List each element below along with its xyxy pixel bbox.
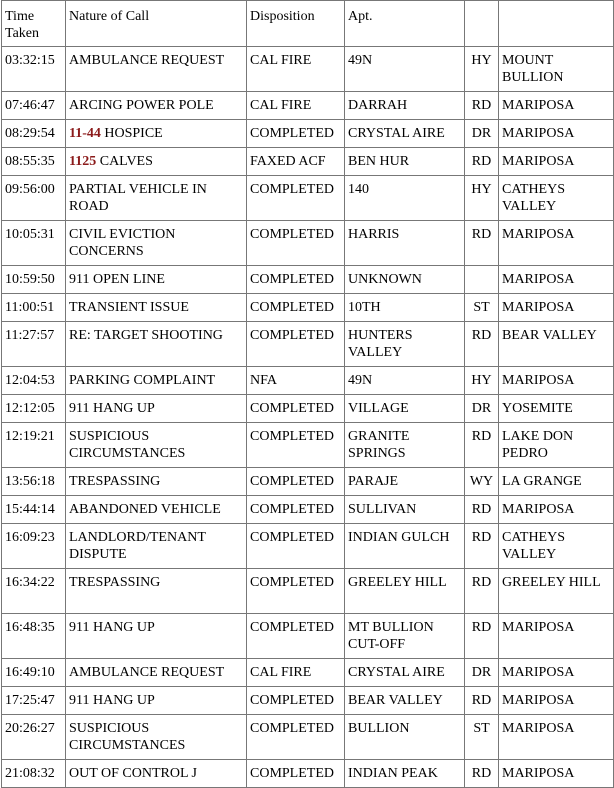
call-cell [66,659,247,687]
call-text: TRANSIENT ISSUE [69,300,189,315]
table-row [2,760,614,788]
disposition-cell: COMPLETED [247,468,345,496]
call-text: TRESPASSING [69,474,161,489]
time-cell: 11:00:51 [2,294,66,322]
suffix-cell: RD [465,687,499,715]
time-cell: 21:08:32 [2,760,66,788]
street-cell: BEN HUR [345,148,465,176]
table-row [2,294,614,322]
col-disposition: Disposition [247,1,345,47]
call-cell [66,569,247,614]
city-cell: CATHEYS VALLEY [499,524,614,569]
suffix-cell: DR [465,120,499,148]
table-row [2,120,614,148]
call-cell [66,47,247,92]
call-text: SUSPICIOUS CIRCUMSTANCES [69,429,186,461]
call-cell [66,423,247,468]
street-cell: 49N [345,47,465,92]
city-cell: MARIPOSA [499,659,614,687]
street-cell: 49N [345,367,465,395]
call-cell [66,294,247,322]
table-row [2,395,614,423]
suffix-cell: DR [465,659,499,687]
col-suffix [465,1,499,47]
call-text: 911 HANG UP [69,693,155,708]
call-text: 911 OPEN LINE [69,272,165,287]
street-cell: VILLAGE [345,395,465,423]
table-row [2,569,614,614]
disposition-cell: COMPLETED [247,760,345,788]
city-cell: LAKE DON PEDRO [499,423,614,468]
call-cell [66,92,247,120]
table-row [2,715,614,760]
street-cell: BEAR VALLEY [345,687,465,715]
call-cell [66,760,247,788]
call-cell [66,687,247,715]
time-cell: 16:49:10 [2,659,66,687]
table-row [2,176,614,221]
call-text: AMBULANCE REQUEST [69,665,225,680]
suffix-cell: HY [465,367,499,395]
table-row [2,266,614,294]
table-row [2,468,614,496]
call-text: ARCING POWER POLE [69,98,214,113]
city-cell: MARIPOSA [499,120,614,148]
table-row [2,687,614,715]
suffix-cell: RD [465,524,499,569]
city-cell: MARIPOSA [499,687,614,715]
table-row [2,148,614,176]
call-text: CIVIL EVICTION CONCERNS [69,227,176,259]
time-cell: 16:09:23 [2,524,66,569]
suffix-cell: ST [465,294,499,322]
table-row [2,423,614,468]
city-cell: MARIPOSA [499,614,614,659]
col-nature-of-call: Nature of Call [66,1,247,47]
time-cell: 07:46:47 [2,92,66,120]
disposition-cell: COMPLETED [247,395,345,423]
call-cell [66,176,247,221]
street-cell: SULLIVAN [345,496,465,524]
call-text: PARTIAL VEHICLE IN ROAD [69,182,207,214]
city-cell: MOUNT BULLION [499,47,614,92]
table-row [2,221,614,266]
suffix-cell: RD [465,496,499,524]
suffix-cell: RD [465,92,499,120]
table-row [2,322,614,367]
call-cell [66,496,247,524]
street-cell: HUNTERS VALLEY [345,322,465,367]
call-cell [66,395,247,423]
col-time-taken: Time Taken [2,1,66,47]
disposition-cell: FAXED ACF [247,148,345,176]
city-cell: MARIPOSA [499,760,614,788]
time-cell: 13:56:18 [2,468,66,496]
disposition-cell: COMPLETED [247,569,345,614]
time-cell: 17:25:47 [2,687,66,715]
suffix-cell: HY [465,47,499,92]
disposition-cell: COMPLETED [247,266,345,294]
disposition-cell: COMPLETED [247,496,345,524]
call-cell [66,614,247,659]
street-cell: GRANITE SPRINGS [345,423,465,468]
call-text: RE: TARGET SHOOTING [69,328,223,343]
call-text: AMBULANCE REQUEST [69,53,225,68]
disposition-cell: COMPLETED [247,524,345,569]
call-cell [66,120,247,148]
city-cell: BEAR VALLEY [499,322,614,367]
col-city [499,1,614,47]
street-cell: INDIAN PEAK [345,760,465,788]
suffix-cell: DR [465,395,499,423]
disposition-cell: CAL FIRE [247,92,345,120]
time-cell: 09:56:00 [2,176,66,221]
street-cell: HARRIS [345,221,465,266]
call-text: 911 HANG UP [69,401,155,416]
suffix-cell: ST [465,715,499,760]
time-cell: 20:26:27 [2,715,66,760]
call-text: TRESPASSING [69,575,161,590]
call-text: OUT OF CONTROL J [69,766,197,781]
time-cell: 11:27:57 [2,322,66,367]
time-cell: 10:05:31 [2,221,66,266]
disposition-cell: CAL FIRE [247,47,345,92]
city-cell: MARIPOSA [499,715,614,760]
call-cell [66,221,247,266]
disposition-cell: COMPLETED [247,687,345,715]
suffix-cell: RD [465,221,499,266]
time-cell: 16:34:22 [2,569,66,614]
disposition-cell: COMPLETED [247,120,345,148]
street-cell: INDIAN GULCH [345,524,465,569]
city-cell: MARIPOSA [499,92,614,120]
time-cell: 08:29:54 [2,120,66,148]
disposition-cell: CAL FIRE [247,659,345,687]
call-cell [66,322,247,367]
table-row [2,47,614,92]
street-cell: 140 [345,176,465,221]
street-cell: BULLION [345,715,465,760]
suffix-cell: RD [465,614,499,659]
city-cell: GREELEY HILL [499,569,614,614]
call-code: 1125 [69,154,97,169]
call-cell [66,367,247,395]
city-cell: MARIPOSA [499,221,614,266]
time-cell: 03:32:15 [2,47,66,92]
call-cell [66,266,247,294]
street-cell: GREELEY HILL [345,569,465,614]
disposition-cell: COMPLETED [247,423,345,468]
street-cell: MT BULLION CUT-OFF [345,614,465,659]
street-cell: 10TH [345,294,465,322]
call-text: HOSPICE [100,126,163,141]
table-row [2,496,614,524]
call-text: 911 HANG UP [69,620,155,635]
header-row [2,1,614,47]
suffix-cell: RD [465,569,499,614]
disposition-cell: COMPLETED [247,221,345,266]
street-cell: PARAJE [345,468,465,496]
city-cell: MARIPOSA [499,294,614,322]
city-cell: MARIPOSA [499,266,614,294]
suffix-cell: RD [465,760,499,788]
time-cell: 16:48:35 [2,614,66,659]
disposition-cell: COMPLETED [247,715,345,760]
time-cell: 15:44:14 [2,496,66,524]
suffix-cell [465,266,499,294]
table-row [2,659,614,687]
city-cell: CATHEYS VALLEY [499,176,614,221]
street-cell: DARRAH [345,92,465,120]
disposition-cell: NFA [247,367,345,395]
city-cell: LA GRANGE [499,468,614,496]
disposition-cell: COMPLETED [247,176,345,221]
call-log-table [1,0,614,788]
suffix-cell: RD [465,423,499,468]
city-cell: MARIPOSA [499,496,614,524]
time-cell: 12:12:05 [2,395,66,423]
time-cell: 08:55:35 [2,148,66,176]
time-cell: 10:59:50 [2,266,66,294]
suffix-cell: HY [465,176,499,221]
disposition-cell: COMPLETED [247,322,345,367]
suffix-cell: RD [465,148,499,176]
call-text: CALVES [96,154,153,169]
time-cell: 12:04:53 [2,367,66,395]
street-cell: UNKNOWN [345,266,465,294]
call-text: PARKING COMPLAINT [69,373,216,388]
city-cell: MARIPOSA [499,148,614,176]
disposition-cell: COMPLETED [247,614,345,659]
table-row [2,92,614,120]
call-code: 11-44 [69,126,101,141]
call-cell [66,524,247,569]
call-cell [66,148,247,176]
street-cell: CRYSTAL AIRE [345,659,465,687]
city-cell: YOSEMITE [499,395,614,423]
call-text: SUSPICIOUS CIRCUMSTANCES [69,721,186,753]
time-cell: 12:19:21 [2,423,66,468]
table-row [2,614,614,659]
table-row [2,367,614,395]
call-text: LANDLORD/TENANT DISPUTE [69,530,206,562]
street-cell: CRYSTAL AIRE [345,120,465,148]
city-cell: MARIPOSA [499,367,614,395]
call-text: ABANDONED VEHICLE [69,502,221,517]
call-cell [66,715,247,760]
disposition-cell: COMPLETED [247,294,345,322]
table-row [2,524,614,569]
call-cell [66,468,247,496]
suffix-cell: RD [465,322,499,367]
suffix-cell: WY [465,468,499,496]
col-apt: Apt. [345,1,465,47]
